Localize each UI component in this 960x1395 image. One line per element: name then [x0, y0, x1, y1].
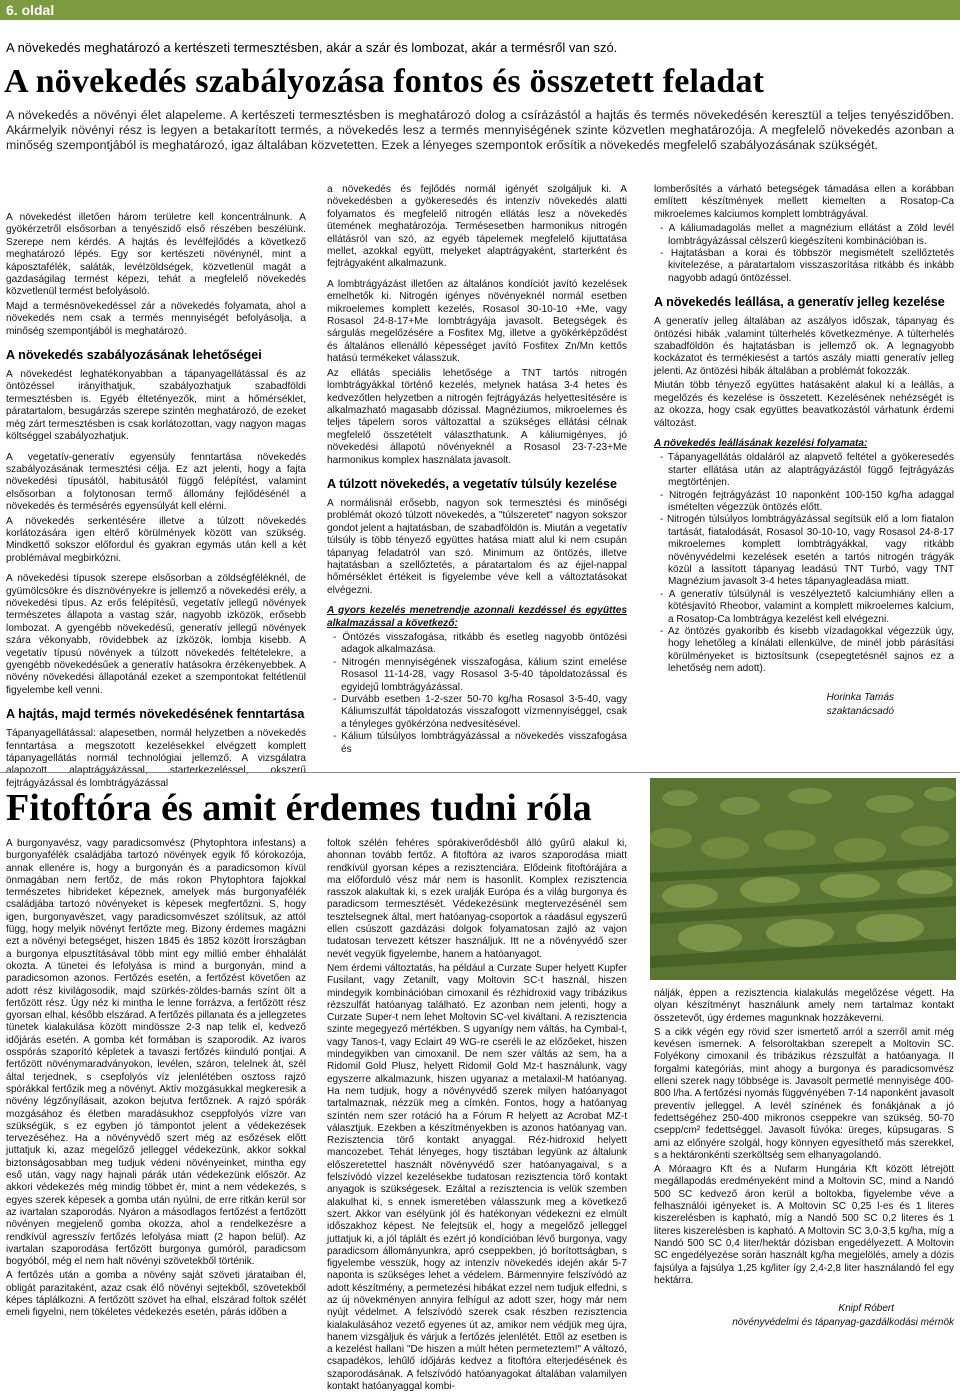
paragraph: A burgonyavész, vagy paradicsomvész (Phytophtora infestans) a burgonyafélék családjába tartozó növények egyik fő kórokozója, annak ellenére is, hogy a burgonyán és a paradicsomon kívül önmagában nem fertőz, de más rokon Phytophtora fajokkal természetes hibrideket képeznek, amelyek más burgonyafélék családjába tartozó növényeket is képesek megfertőzni. S, hogy igen, burgonyavészet, vagy paradicsomvészet szólítsuk, az attól függ, hogy melyik növényt fertőzte meg. Bizony érdemes magázni ezt a növényi betegséget, hiszen 1845 és 1852 között Írországban a burgonya elpusztításával több mint egy millió ember éhhalálát okozta. A tünetei és lefolyása is mind a burgonyán, mind a paradicsomon azonos. Fertőzés esetén, a fertőzést követően az adott rész kivilágosodik, majd szürkés-zöldes-barnás színt ölt a fertőzött rész. Úgy néz ki mintha le lenne forrázva, a fertőzött rész gyorsan elhal, később elszárad. A fertőzés pillanata és a jellegzetes tünetek kialakulása között mindössze 2-3 nap telik el, kedvező időjárás esetén. A gomba két formában is szaporodik. Az ivaros osspórás szaporító képletek a tavaszi fertőzés kiinduló pontjai. A fertőzött növénymaradványokon, levélen, száron, telelnek át, szél által terjednek, s csepfolyós víz jelenlétében osztoss rajzó spórákkal fertőzik meg a növényt. Aktív mozgásukkal megkeresik a növény légzőnyílásait, azokon bejutva fertőznek. A rajzó spórák mozgásához és életben maradásukhoz cseppfolyós vízre van szükségük, s ez egyben jó támpontot jelent a védekezések tervezéséhez. Ha a növényvédő szert még az esőzések előtt juttatjuk ki, azaz megelőző jelleggel védekezünk, akkor sokkal biztonságosabban meg tudjuk védeni növényeinket, mintha egy eső után, vagy nagy hajnali párák után védekezünk először. Az akkori védekezés még mindig többet ér, mint a nem védekezés, s egyes szerek képesek a gomba után nyúlni, de erre ritkán kerül sor az ivartalan szaporodás. Nyáron a másodlagos fertőzést a fertőzött növényen megjelenő gomba okozza, ahol a rendelkezésre a rendkívül agresszív fertőzés lefolyása miatt (2 hapon belül). Az ivartalan szaporodása fertőzött burgonya gumóról, paradicsom bogyóból, még el nem halt növényi szövetekből történik. [6, 838, 306, 1268]
article-title: A növekedés szabályozása fontos és összetett feladat [4, 63, 765, 100]
article-intro: A növekedés a növényi élet alapeleme. A kertészeti termesztésben is meghatározó dolog a csírázástól a hajtás és termés növekedésén keresztül a teljes tenyészidőben. Akármelyik növényi rész is legyen a betakarított termés, a növekedés lesz a termés mennyiségének szinte közvetlen meghatározója. A megfelelő növekedés azonban a minőség szempontjából is meghatározó, igaz általában közvetetten. Ezek a lényeges szempontok erősítik a növekedés megfelelő szabályozásának szükségét. [6, 108, 954, 153]
section-heading: A növekedés leállása, a generatív jelleg kezelése [654, 295, 945, 310]
article-column-2 [327, 184, 627, 760]
paragraph: nálják, éppen a rezisztencia kialakulás megelőzése végett. Ha olyan készítményt használunk amely nem tartalmaz kontakt összetevőt, úgy érdemes magunknak hozzákeverni. [654, 988, 954, 1024]
author-role: szaktanácsadó [826, 706, 894, 718]
section-heading: A növekedés szabályozásának lehetőségei [6, 348, 262, 363]
author-name: Knipf Róbert [838, 1303, 894, 1315]
paragraph: Tápanyagellátással: alapesetben, normál helyzetben a növekedés fenntartása a megszotott kezelésekkel elvégzett komplett tápanyagellátás normál technológiai jellemző. A vizsgálatra alapozott alaptrágyázással, starterkezeléssel, okszerű fejtrágyázással és lombtrágyázással [6, 728, 306, 789]
list-item: - Nitrogén túlsúlyos lombtrágyázással segítsük elő a lom fiatalon tartását, fiatalodását, Rosasol 30-10-10, vagy Rosasol 24-8-17 mikroelemes komplett lombtrágyákkal, vagy ritkább növényvédelmi kezelések esetén a tartós nitrogén trágyák közül a lassított tápanyag leadású TNT Turbó, vagy TNT Magnézium javasolt 3-4 hetes tápanyagleadása miatt. [668, 514, 954, 588]
section-heading: A hajtás, majd termés növekedésének fenntartása [6, 707, 305, 722]
section-heading: A túlzott növekedés, a vegetatív túlsúly kezelése [327, 476, 617, 491]
list-item: - Hajtatásban a korai és többször megismételt szellőztetés kivitelezése, a páratartalom visszaszorítása ritkább és inkább nagyobb adagú öntözéssel. [668, 248, 954, 285]
paragraph: A normálisnál erősebb, nagyon sok termesztési és minőségi problémát okozó túlzott növekedés, a "túlszeretet" nagyon sokszor gondot jelent a hajtatásban, de szabadföldön is. Miután a vegetatív túlsúly is több tényező együttes hatása miatt alul ki nem csupán tápanyag feladatról van szó. Minimum az öntözés, illetve hajtatásban a szellőztetés, a páratartalom és az éjjel-nappal hőmérséklet értékeit is figyelembe véve kell a változtatásokat elvégezni. [327, 497, 627, 596]
subheading: A gyors kezelés menetrendje azonnali kezdéssel és együttes alkalmazással a következő: [327, 605, 627, 629]
tagline: A növekedés meghatározó a kertészeti termesztésben, akár a szár és lombozat, akár a termésről van szó. [6, 40, 618, 55]
page-number: 6. oldal [6, 2, 55, 18]
paragraph: Az ellátás speciális lehetősége a TNT tartós nitrogén lombtrágyákkal történő kezelés, melynek hatása 3-4 hetes és kedvezőtlen helyzetben a nitrogén fejtrágyázás helyettesítésére is alkalmazható magasabb dózissal. Magnéziumos, mikroelemes és teljes tápelem soros változattal a szükséges ellátási célnak megfelelő összetételt választhatunk. A káliumigényes, jó növekedési állapotú növényeknél a Rosasol 23-7-23+Me harmonikus komplex használata javasolt. [327, 367, 627, 466]
list-item: - Kálium túlsúlyos lombtrágyázással a növekedés visszafogása és [341, 731, 627, 756]
paragraph: A lombtrágyázást illetően az általános kondíciót javító kezelések emelhetők ki. Nitrogén igényes növényeknél normál esetben mikroelemes komplett kezelés, Rosasol 30-10-10 +Me, vagy Rosasol 24-8-17+Me lombtrágyája javasolt. Betegségek és sárgulás megelőzésére a Fosfitex Mg, illetve a gyökérképződést és általános ellenálló képességet javító Fosfitex Zn/Mn kettős hatású termékeket válasszuk. [327, 278, 627, 365]
paragraph: A növekedés serkentésére illetve a túlzott növekedés korlátozására igen eltérő körülmények között van szükség. Mindkettő sokszor előfordul és gyakran egymás után kell a két problémával megbirkózni. [6, 515, 306, 564]
article-column-3 [654, 184, 954, 720]
list-item: - Nitrogén fejtrágyázást 10 naponként 100-150 kg/ha adaggal ismételten végezzük öntözés előtt. [668, 490, 954, 515]
paragraph: A növekedési típusok szerepe elsősorban a zöldségféléknél, de gyümölcsökre és dísznövényekre is jellemző a növekedési erély, a növekedési típus. Az erős felépítésű, vegetatív jellegű növények természetes állapota a vastag szár, nagyobb izközök, erősebb lombozat. A gyengébb növekedésű, generatív jellegű növények szára vékonyabb, rövidebbek az ízközök, lombja kisebb. A vegetatív típusú növények a túlzott növekedés feltételekre, a gyengébb növekedésűek a generatív hatásokra érzékenyebbek. A növény növekedési állapotánál ezeket a szempontokat feltétlenül figyelembe kell venni. [6, 573, 306, 696]
list-item: - A káliumadagolás mellet a magnézium ellátást a Zöld levél lombtrágyázással célszerű kiegészíteni kombinációban is. [668, 223, 954, 248]
author-name: Horinka Tamás [826, 691, 894, 703]
article-column-1 [6, 212, 306, 792]
paragraph: S a cikk végén egy rövid szer ismertető arról a szerről amit még kevésen ismernek. A felsoroltakban szerepelt a Moltovin SC. Folyékony cimoxanil és tribázikus rézszulfát a hatóanyaga. II forgalmi kategóriás, mint ahogy a burgonya és paradicsomvész elleni szerek nagy többsége is. Javasolt permetlé mennyisége 400-800 l/ha. A fertőzési nyomás függvényében 7-14 naponként javasolt preventív jelleggel. A levél színének és fonákjának a jó fedettségéhez 250-400 mikronos cseppekre van szükség. 50-70 csepp/cm² fedettséggel. Javasolt fúvóka: üreges, kúpsugaras. S ami az előnyére szolgál, hogy könnyen egyesíthető más szerekkel, s a hektáronkénti szerköltség sem elhanyagolandó. [654, 1026, 954, 1161]
article-2-column-1 [6, 838, 306, 1322]
paragraph: Miután több tényező együttes hatásaként alakul ki a leállás, a megelőzés és kezelése is összetett. Kezelésének nehézségét is az okozza, hogy csak együttes beavatkozástól várhatunk érdemi változást. [654, 380, 954, 429]
treatment-list [327, 632, 627, 756]
list-item: - A generatív túlsúlynál is veszélyeztető kalciumhiány ellen a kötésjavító Rheobor, valamint a komplett mikroelemes kalcium, a Rosatop-Ca lombtrágya kezelést kell elvégezni. [668, 589, 954, 626]
paragraph: A fertőzés után a gomba a növény saját szöveti járataiban él, obligát parazitaként, azaz csak élő növényi sejtekből, szövetekből képes táplálkozni. A fertőzött szövet ha elhal, elszárad foltok szélét emeli figyelni, nem tökéletes védekezés esetén, párás időben a [6, 1270, 306, 1319]
list-item: - Durvább esetben 1-2-szer 50-70 kg/ha Rosasol 3-5-40, vagy Káliumszulfát tápoldatozás visszafogott vízmennyiséggel, csak a tényleges gyökérzóna nedvesítésével. [341, 694, 627, 731]
treatment-list [654, 452, 954, 675]
paragraph: A Móraagro Kft és a Nufarm Hungária Kft között létrejött megállapodás eredményeként mind a Moltovin SC, mind a Nandó 500 SC kedvező áron kerül a boltokba, figyelembe véve a felhasználói igényeket is. A Moltovin SC 0,25 l-es és 1 literes kiszerelésben is kapható, míg a Nandó 500 SC 0,2 literes és 1 literes kiszerelésben is kapható. A Moltovin SC 3,0-3,5 kg/ha, míg a Nandó 500 SC 0,4 liter/hektár dózisban engedélyezett. A Moltovin SC engedélyezése során használt kg/ha megjelölés, amely a dózis fajsúlya a fajsúlya 1,25 kg/liter így 2,4-2,8 liter használandó fel egy hektárra. [654, 1164, 954, 1286]
list-item: - Az öntözés gyakoribb és kisebb vízadagokkal végezzük úgy, hogy lehetőleg a kínálati ellenkülve, de minél jobb párásítási körülményeket is biztosítsunk (csepegtetésnél sajnos ez a lehetőség nem adott). [668, 626, 954, 676]
paragraph: A vegetatív-generatív egyensúly fenntartása növekedés szabályozásának termesztési célja. Ez azt jelenti, hogy a fajta növekedési típusától, habitusától függő felépítést, valamint elsősorban a folytonosan termő állomány fejlődésénél a növekedés és termésérés egyensúlyát kell elérni. [6, 451, 306, 513]
crop-rows-illustration [650, 778, 956, 980]
crop-field-photo [650, 778, 956, 980]
list-item: - Öntözés visszafogása, ritkább és esetleg nagyobb öntözési adagok alkalmazása. [341, 632, 627, 657]
article-2-column-3 [654, 988, 954, 1332]
paragraph: a növekedés és fejlődés normál igényét szolgáljuk ki. A növekedésben a gyökeresedés és intenzív növekedés alatti folyamatos és megfelelő nitrogén ellátás lesz a növekedés ütemének meghatározója. Termésesetben harmonikus nitrogén ellátásról van szó, az egyéb tápelemek megfelelő kijuttatása mellet, azokkal együtt, melyeket alaptrágyaként, starterként és fejtrágyaként alkalmazunk. [327, 184, 627, 270]
paragraph: A növekedést illetően három területre kell koncentrálnunk. A gyökérzetről elsősorban a tenyészidő első részében beszélünk. Szerepe nem kérdés. A hajtás és levélfejlődés a következő meghatározó lépés. Egy sor kertészeti növénynél, mint a káposztafélék, saláták, levélzöldségek, közvetlenül magát a gazdaságilag termést képezi, tehát a megfelelő növekedés közvetlenül termést befolyásoló. [6, 212, 306, 298]
list-item: - Nitrogén mennyiségének visszafogása, kálium szint emelése Rosasol 11-14-28, vagy Rosasol 3-5-40 tápoldatozással és egyidejű lombtrágyázással. [341, 657, 627, 694]
article-title-2: Fitoftóra és amit érdemes tudni róla [6, 787, 592, 829]
paragraph: Majd a termésnövekedéssel zár a növekedés folyamata, ahol a növekedés nem csak a termés mennyiségét befolyásolja, a minőség szempontjából is meghatározó. [6, 300, 306, 337]
paragraph: lomberősítés a várható betegségek támadása ellen a korábban említett készítmények mellett kiemelten a Rosatop-Ca mikroelemes kalciumos komplett lombtrágyával. [654, 184, 954, 220]
list-item: - Tápanyagellátás oldaláról az alapvető feltétel a gyökeresedés starter ellátása után az alaptrágyázástól függő fejtrágyázás megtörténjen. [668, 452, 954, 489]
subheading: A növekedés leállásának kezelési folyamata: [654, 437, 868, 449]
paragraph: A növekedést leghatékonyabban a tápanyagellátással és az öntözéssel irányíthatjuk, szabályozhatjuk szabadföldi termesztésben is. Egyéb éltetényezők, mint a hőmérséklet, páratartalom, besugárzás szerepe szintén meghatározó, de ezeket még zárt termesztésben is csak korlátozottan, vagy nagyon magas költséggel szabályozhatjuk. [6, 369, 306, 443]
section-divider [0, 772, 960, 773]
article-2-column-2 [327, 838, 627, 1395]
paragraph: A generatív jelleg általában az aszályos időszak, tápanyag és öntözési hibák ,valamint túlterhelés következménye. A túlterhelés szabadföldön és hajtatásban is jellemző ok. A legnagyobb kockázatot és termékiesést a tartós aszály miatti generatív jelleg jelenti. Az öntözési hibák általában a problémát fokozzák. [654, 316, 954, 377]
page-header-bar [0, 0, 960, 20]
treatment-list [654, 223, 954, 285]
author-role: növényvédelmi és tápanyag-gazdálkodási mérnök [732, 1317, 954, 1329]
paragraph: foltok szélén fehéres spórakiverődésből álló gyűrű alakul ki, ahonnan tovább fertőz. A fitoftóra az ivaros szaporodása miatt rendkívül gyorsan képes a rezisztenciára. Elődeink fitoftórájára a ma előforduló vész már nem is hasonlít. Komplex rezisztencia rasszok alakultak ki, s ezek uralják Európa és a világ burgonya és paradicsom termesztését. Védekezésünk megtervezésénél sem tesztelsegnek által, mert hatóanyag-csoportok a ráadásul egyszerű ellen csúszott gazdázási dolgok folyamatosan zajló az vajon tudatosan tervezett kétszer használjuk. Itt ne a növényvédő szer nevét vegyük figyelembe, hanem a hatóanyagot. [327, 838, 627, 960]
paragraph: Nem érdemi változtatás, ha például a Curzate Super helyett Kupfer Fusilant, vagy Zetanilt, vagy Moltovin SC-t használ, hiszen mindegyik kombinációban cimoxanil és rézhidroxid vagy tribázikus rézszulfát hatóanyag található. Ez azonban nem jelenti, hogy a Curzate Super-t nem lehet Moltovin SC-vel kiváltani. A rezisztencia szinte megegyező mértékben. S ugyanígy nem váltás, ha Cymbal-t, vagy Tanos-t, vagy Eclairt 49 WG-re cseréli le az előzőeket, hiszen mindegyikben van cimoxanil. De nem szer váltás az sem, ha a Ridomil Gold Plusz, helyett Ridomil Gold Mz-t használunk, vagy egyszerre alkalmazunk, hiszen ugyanaz a metalaxil-M hatóanyag. Ha nem tudjuk, hogy a növényvédő szerek milyen hatóanyagot tartalmaznak, nézzük meg a címkén. Fontos, hogy a hatóanyag színtén nem szer rotáció ha a Fórum R helyett az Acrobat MZ-t választjuk. Ezekben a készítményekben is azonos hatóanyag van. Rezisztencia törő kontakt anyaggal. Réz-hidroxid helyett mancozebet. Tehát lényeges, hogy tisztában legyünk az általunk előszeretettel használt növényvédő szer hatóanyagaival, s a felszívódó vízzel kezelésekbe tudatosan rezisztencia törő kontakt anyagok is szükségesek. Ezáltal a rezisztencia is velük szemben alakulhat ki, s ennek ismeretében válasszunk meg a következő szert. Akkor van esélyünk jól és hatékonyan védekezni ez elmúlt időszakhoz képest. Ne felejtsük el, hogy a megelőző jelleggel juttatjuk ki, a jól táplált és ezért jó kondícióban lévő burgonya, vagy paradicsom állományunkra, apró csepp​ekben, jó borítottságban, s figyelembe vesszük, hogy az intenzív növekedés idején akár 5-7 naponta is szükséges lehet a védelem. Bármennyire felszívódó az adott készítmény, a permetezési hibákat ezzel nem tudjuk elfedni, s az új növekményen annyira felhígul az adott szer, hogy már nem nyújt védelmet. A felszívódó szerek csak részben rezisztencia kialakulásához vezető egyenes út az, amikor nem védjük meg újra, hanem vizsgáljuk és várjuk a fertőzés jelenlétét. Ettől az esetben is a kezelést hallani "De hiszen a múlt héten permeteztem!" A változó, csapadékos, lehűlő időjárás kedvez a fitoftóra elterjedésének és szaporodásának. A felszívódó hatóanyagokat általában valamilyen kontakt hatóanyaggal kombi- [327, 962, 627, 1393]
